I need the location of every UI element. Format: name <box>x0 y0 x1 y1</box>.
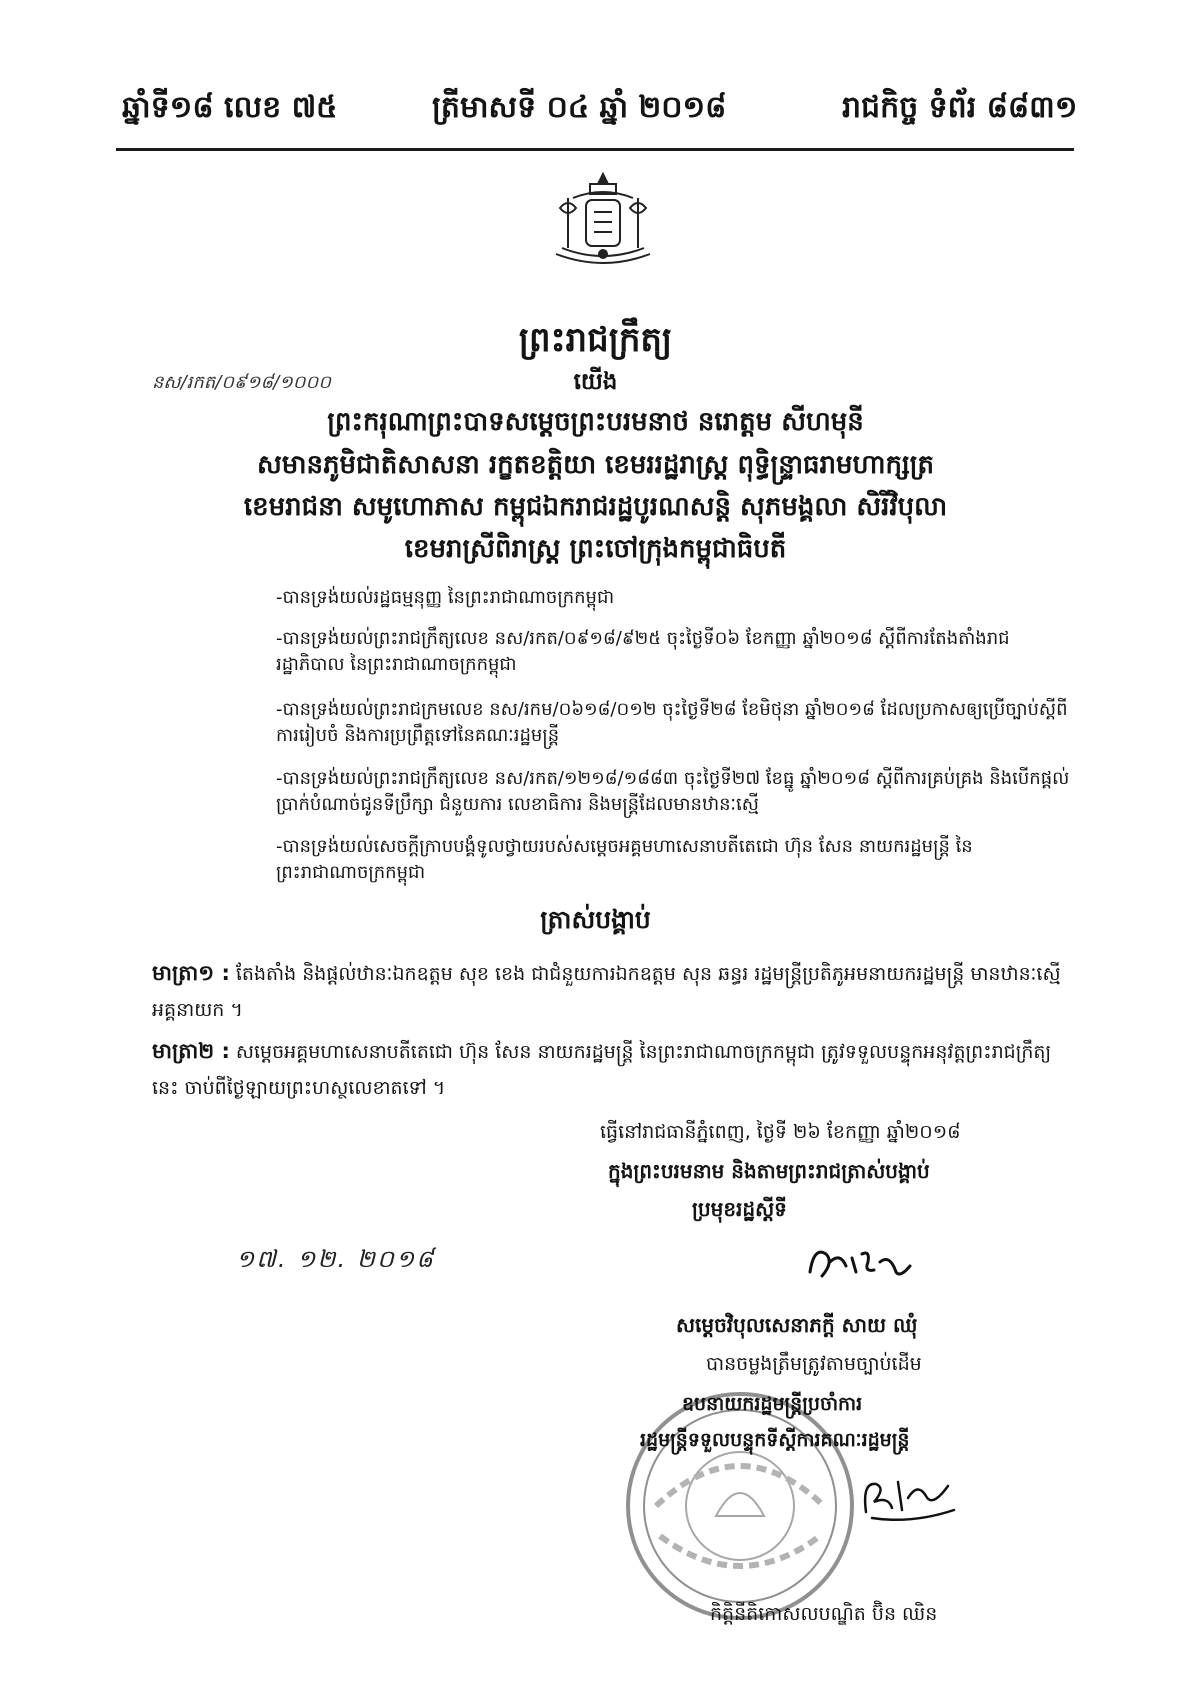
decree-reference-number: នស/រកត/០៩១៨/១០០០ <box>152 372 332 393</box>
visa-item: -បានទ្រង់យល់ព្រះរាជក្រឹត្យលេខ នស/រកត/១២១៨/១៨៨៣ ចុះថ្ងៃទី២៧ ខែធ្នូ ឆ្នាំ២០១៨ ស្តីពីការគ្រប់គ្រង និងបើកផ្តល់ប្រាក់បំណាច់ជូនទីប្រឹក្សា ជំនួយការ លេខាធិការ និងមន្ត្រីដែលមានឋានៈស្មើ <box>276 768 1070 815</box>
signature-icon <box>852 1462 962 1532</box>
deputy-pm-title: ឧបនាយករដ្ឋមន្ត្រីប្រចាំការ <box>682 1393 863 1415</box>
article-text: សម្តេចអគ្គមហាសេនាបតីតេជោ ហ៊ុន សែន នាយករដ្ឋមន្ត្រី នៃព្រះរាជាណាចក្រកម្ពុជា ត្រូវទទួលបន្ទុកអនុវត្តព្រះរាជក្រឹត្យនេះ ចាប់ពីថ្ងៃឡាយព្រះហស្ថលេខាតទៅ ។ <box>152 1041 1052 1099</box>
decree-heading: ត្រាស់បង្គាប់ <box>540 905 651 934</box>
minister-title: រដ្ឋមន្ត្រីទទួលបន្ទុកទីស្តីការគណៈរដ្ឋមន្ត្រី <box>640 1429 910 1451</box>
certifier-name: សម្តេចវិបុលសេនាភក្តី សាយ ឈុំ <box>676 1313 918 1337</box>
article-label: មាត្រា១ : <box>152 961 230 985</box>
article-2 <box>152 1033 1072 1106</box>
acting-head-of-state: ប្រមុខរដ្ឋស្តីទី <box>692 1197 787 1221</box>
royal-arms-emblem-icon <box>538 168 668 274</box>
article-label: មាត្រា២ : <box>152 1039 230 1063</box>
official-seal-icon <box>620 1386 863 1626</box>
article-1 <box>152 955 1072 1028</box>
gazette-year-issue: ឆ្នាំទី១៨ លេខ ៧៥ <box>122 90 338 125</box>
gazette-quarter: ត្រីមាសទី ០៤ ឆ្នាំ ២០១៨ <box>432 90 727 125</box>
visa-item: -បានទ្រង់យល់ព្រះរាជក្រមលេខ នស/រកម/០៦១៨/០១២ ចុះថ្ងៃទី២៨ ខែមិថុនា ឆ្នាំ២០១៨ ដែលប្រកាសឲ្យប្រើច្បាប់ស្តីពីការរៀបចំ និងការប្រព្រឹត្តទៅនៃគណៈរដ្ឋមន្ត្រី <box>276 699 1068 746</box>
handwritten-date: ១៧. ១២. ២០១៨ <box>236 1245 436 1273</box>
gazette-page: រាជកិច្ច ទំព័រ ៨៨៣១ <box>842 90 1078 125</box>
place-and-date: ធ្វើនៅរាជធានីភ្នំពេញ, ថ្ងៃទី ២៦ ខែកញ្ញា ឆ្នាំ២០១៨ <box>600 1121 961 1143</box>
we-heading: យើង <box>573 369 618 395</box>
certified-copy-line: បានចម្លងត្រឹមត្រូវតាមច្បាប់ដើម <box>706 1353 922 1375</box>
king-title-line: ខេមរាស្រីពិរាស្ត្រ ព្រះចៅក្រុងកម្ពុជាធិបតី <box>404 534 787 564</box>
document-title: ព្រះរាជក្រឹត្យ <box>518 320 673 360</box>
king-title-line: ខេមរាជនា សមូហោភាស កម្ពុជឯករាជរដ្ឋបូរណសន្តិ សុភមង្គលា សិរីវិបុលា <box>243 492 948 522</box>
signature-icon <box>800 1232 920 1296</box>
archivist-name: កិត្តិនីតិកោសលបណ្ឌិត ប៊ិន ឈិន <box>710 1603 938 1625</box>
header-rule <box>116 148 1074 151</box>
royal-command-line: ក្នុងព្រះបរមនាម និងតាមព្រះរាជត្រាស់បង្គាប់ <box>608 1159 930 1183</box>
king-title-line: សមានភូមិជាតិសាសនា រក្ខតខត្តិយា ខេមររដ្ឋរាស្ត្រ ពុទ្ធិន្ទ្រាធរាមហាក្សត្រ <box>256 450 935 480</box>
visa-item: -បានទ្រង់យល់សេចក្តីក្រាបបង្គំទូលថ្វាយរបស់សម្តេចអគ្គមហាសេនាបតីតេជោ ហ៊ុន សែន នាយករដ្ឋមន្ត្រី នៃព្រះរាជាណាចក្រកម្ពុជា <box>276 836 973 883</box>
king-title-line: ព្រះករុណាព្រះបាទសម្តេចព្រះបរមនាថ នរោត្តម សីហមុនី <box>327 407 864 437</box>
visa-item: -បានទ្រង់យល់រដ្ឋធម្មនុញ្ញ នៃព្រះរាជាណាចក្រកម្ពុជា <box>276 587 615 608</box>
article-text: តែងតាំង និងផ្តល់ឋានៈឯកឧត្តម សុខ ខេង ជាជំនួយការឯកឧត្តម សុន ឆន្ធរ រដ្ឋមន្ត្រីប្រតិភូអមនាយករដ្ឋមន្ត្រី មានឋានៈស្មើ អគ្គនាយក ។ <box>152 963 1061 1021</box>
visa-item: -បានទ្រង់យល់ព្រះរាជក្រឹត្យលេខ នស/រកត/០៩១៨/៩២៥ ចុះថ្ងៃទី០៦ ខែកញ្ញា ឆ្នាំ២០១៨ ស្តីពីការតែងតាំងរាជរដ្ឋាភិបាល នៃព្រះរាជាណាចក្រកម្ពុជា <box>276 628 1010 675</box>
